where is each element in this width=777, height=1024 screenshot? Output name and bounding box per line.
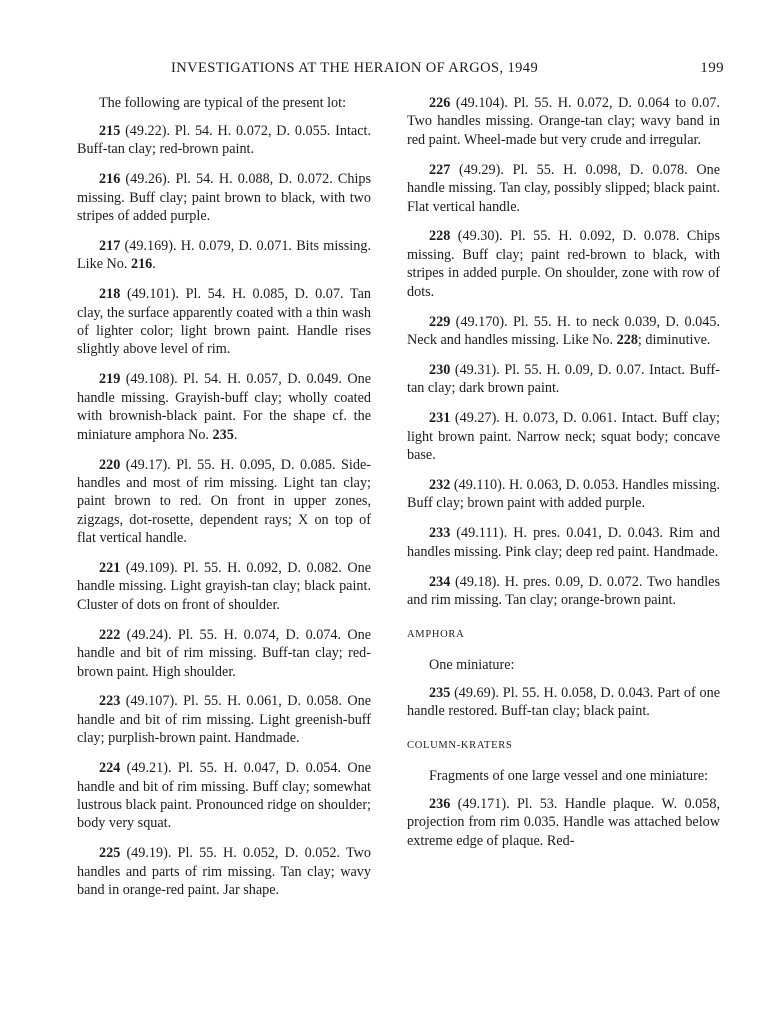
amphora-heading: AMPHORA	[407, 629, 465, 641]
entry-text: (49.27). H. 0.073, D. 0.061. Intact. Buff clay; light brown paint. Narrow neck; squat body; concave base.	[407, 410, 720, 463]
entry-text-tail: ; diminutive.	[637, 331, 711, 348]
catalogue-entry	[407, 227, 720, 301]
catalogue-entry	[407, 361, 720, 398]
entry-text: (49.31). Pl. 55. H. 0.09, D. 0.07. Intact. Buff-tan clay; dark brown paint.	[407, 361, 720, 397]
entry-text: (49.110). H. 0.063, D. 0.053. Handles missing. Buff clay; brown paint with added purple.	[407, 476, 720, 512]
catalogue-entry	[407, 795, 720, 850]
entry-text: (49.101). Pl. 54. H. 0.085, D. 0.07. Tan clay, the surface apparently coated with a thin wash of lighter color; light brown paint. Handle rises slightly above level of rim.	[77, 286, 371, 358]
entry-number: 216	[99, 171, 121, 188]
catalogue-entry	[77, 844, 371, 899]
entry-text: (49.108). Pl. 54. H. 0.057, D. 0.049. One handle missing. Grayish-buff clay; wholly coated with brownish-black paint. For the shape cf. the miniature amphora No.	[77, 371, 371, 443]
entry-number: 219	[99, 371, 121, 388]
entry-number: 229	[429, 313, 451, 330]
entry-number: 223	[99, 693, 121, 710]
entry-number: 232	[429, 476, 451, 493]
entry-text: (49.104). Pl. 55. H. 0.072, D. 0.064 to 0.07. Two handles missing. Orange-tan clay; wavy band in red paint. Wheel-made but very crude and irregular.	[407, 95, 720, 148]
entry-number: 228	[429, 228, 451, 245]
entry-number: 224	[99, 760, 121, 777]
catalogue-entry	[77, 456, 371, 548]
catalogue-entry	[407, 161, 720, 216]
entry-number: 227	[429, 161, 451, 178]
catalogue-entry	[77, 759, 371, 833]
catalogue-entry	[77, 122, 371, 159]
entry-text: (49.107). Pl. 55. H. 0.061, D. 0.058. One handle and bit of rim missing. Light greenish-buff clay; purplish-brown paint. Handmade.	[77, 693, 371, 747]
entry-text: (49.169). H. 0.079, D. 0.071. Bits missing. Like No.	[77, 237, 371, 273]
kraters-intro: Fragments of one large vessel and one miniature:	[429, 767, 709, 784]
catalogue-entry	[407, 313, 720, 350]
entry-number: 215	[99, 122, 121, 139]
catalogue-entry	[77, 559, 371, 614]
catalogue-entry	[77, 370, 371, 444]
entry-text: (49.170). Pl. 55. H. to neck 0.039, D. 0.045. Neck and handles missing. Like No.	[407, 313, 720, 348]
entry-text: (49.29). Pl. 55. H. 0.098, D. 0.078. One handle missing. Tan clay, possibly slipped; black paint. Flat vertical handle.	[407, 161, 720, 215]
entry-number: 235	[429, 684, 451, 701]
entry-number: 225	[99, 845, 121, 862]
catalogue-entry	[407, 409, 720, 464]
cross-reference: 228	[616, 331, 638, 348]
entry-number: 226	[429, 95, 451, 111]
catalogue-entry	[77, 237, 371, 274]
entry-text: (49.22). Pl. 54. H. 0.072, D. 0.055. Intact. Buff-tan clay; red-brown paint.	[77, 122, 371, 158]
catalogue-entry	[407, 684, 720, 721]
catalogue-entry	[407, 524, 720, 561]
entry-number: 236	[429, 795, 451, 812]
running-head	[0, 60, 777, 82]
cross-reference: 235	[212, 426, 234, 443]
entry-text-tail: .	[152, 256, 156, 273]
entry-text: (49.19). Pl. 55. H. 0.052, D. 0.052. Two handles and parts of rim missing. Tan clay; wavy band in orange-red paint. Jar shape.	[77, 845, 371, 899]
entry-number: 230	[429, 361, 451, 378]
entry-text: (49.30). Pl. 55. H. 0.092, D. 0.078. Chips missing. Buff clay; paint red-brown to black, with stripes in added purple. On shoulder, zone with row of dots.	[407, 228, 720, 300]
catalogue-entry	[77, 626, 371, 681]
left-column	[77, 94, 371, 911]
entry-number: 234	[429, 573, 451, 590]
entry-text: (49.109). Pl. 55. H. 0.092, D. 0.082. One handle missing. Light grayish-tan clay; black paint. Cluster of dots on front of shoulder.	[77, 560, 371, 613]
entry-number: 217	[99, 237, 121, 254]
catalogue-entry	[77, 170, 371, 225]
intro-text: The following are typical of the present lot:	[99, 95, 347, 111]
entry-text: (49.21). Pl. 55. H. 0.047, D. 0.054. One handle and bit of rim missing. Buff clay; somewhat lustrous black paint. Pronounced ridge on shoulder; body very squat.	[77, 760, 371, 832]
entry-text: (49.171). Pl. 53. Handle plaque. W. 0.058, projection from rim 0.035. Handle was attached below extreme edge of plaque. Red-	[407, 795, 720, 849]
entry-text: (49.18). H. pres. 0.09, D. 0.072. Two handles and rim missing. Tan clay; orange-brown paint.	[407, 573, 720, 608]
catalogue-entry	[407, 94, 720, 149]
right-entries	[407, 94, 720, 609]
entry-number: 233	[429, 525, 451, 542]
entry-text: (49.17). Pl. 55. H. 0.095, D. 0.085. Side-handles and most of rim missing. Light tan clay; paint brown to red. On front in upper zones, zigzags, dot-rosette, dependent rays; X on top of flat vertical handle.	[77, 456, 371, 547]
entry-text: (49.26). Pl. 54. H. 0.088, D. 0.072. Chips missing. Buff clay; paint brown to black, with two stripes of added purple.	[77, 171, 371, 225]
catalogue-entry	[407, 476, 720, 513]
entry-number: 231	[429, 410, 451, 427]
entry-number: 222	[99, 626, 121, 643]
entry-number: 218	[99, 286, 121, 303]
entry-number: 220	[99, 456, 121, 473]
kraters-heading: COLUMN-KRATERS	[407, 740, 513, 752]
amphora-intro: One miniature:	[429, 656, 515, 673]
page-title: INVESTIGATIONS AT THE HERAION OF ARGOS, 1949	[171, 60, 539, 76]
page-number: 199	[700, 60, 724, 76]
left-entries	[77, 122, 371, 900]
right-column	[407, 94, 720, 862]
amphora-entry-container	[407, 684, 720, 721]
entry-number: 221	[99, 560, 121, 577]
catalogue-entry	[407, 573, 720, 610]
catalogue-entry	[77, 692, 371, 747]
catalogue-entry	[77, 285, 371, 359]
entry-text-tail: .	[233, 426, 238, 443]
entry-text: (49.69). Pl. 55. H. 0.058, D. 0.043. Part of one handle restored. Buff-tan clay; black paint.	[407, 684, 720, 720]
cross-reference: 216	[130, 256, 153, 273]
entry-text: (49.24). Pl. 55. H. 0.074, D. 0.074. One handle and bit of rim missing. Buff-tan clay; red-brown paint. High shoulder.	[77, 626, 371, 680]
entry-text: (49.111). H. pres. 0.041, D. 0.043. Rim and handles missing. Pink clay; deep red paint. Handmade.	[407, 525, 720, 560]
kraters-entry-container	[407, 795, 720, 850]
